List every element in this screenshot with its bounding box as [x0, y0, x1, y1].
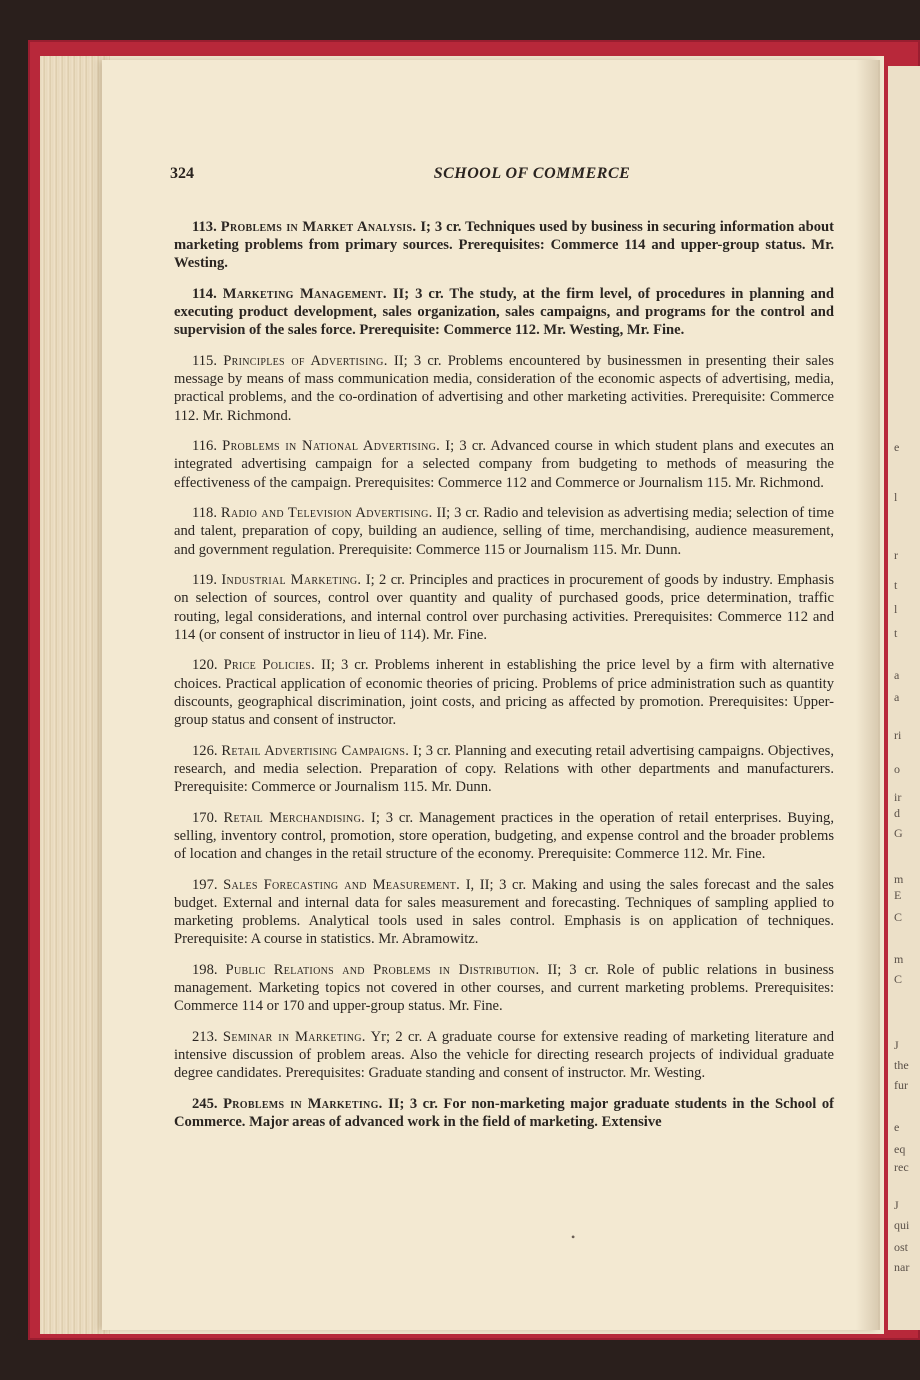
course-title: Sales Forecasting and Measurement.	[223, 876, 461, 893]
course-title: Problems in National Advertising.	[222, 438, 441, 455]
course-entry	[174, 742, 834, 797]
course-title: Retail Merchandising.	[223, 809, 366, 826]
course-entry	[174, 437, 834, 492]
course-entry	[174, 656, 834, 729]
next-page-fragment: E	[894, 888, 902, 902]
next-page-fragment: C	[894, 910, 903, 924]
course-entry	[174, 961, 834, 1016]
next-page-fragment: o	[894, 762, 900, 776]
course-number: 116.	[192, 438, 217, 455]
course-description: Yr; 2 cr. A graduate course for extensive reading of marketing literature and intensive discussion of problem areas. Also the vehicle for directing research projects of individual graduate degree candidates. Prerequisites: Graduate standing and consent of instructor. Mr. Westing.	[174, 1028, 835, 1082]
next-page-fragment: a	[894, 690, 900, 704]
next-page-fragment: a	[894, 668, 900, 682]
course-title: Principles of Advertising.	[223, 353, 388, 369]
course-entry	[174, 1095, 834, 1131]
next-page-fragment: G	[894, 826, 903, 840]
course-list	[174, 218, 834, 1144]
next-page-fragment: e	[894, 440, 900, 454]
course-entry	[174, 285, 834, 340]
course-number: 120.	[192, 657, 218, 674]
course-description: II; 3 cr. The study, at the firm level, of procedures in planning and executing product development, sales organization, sales campaigns, and programs for the control and supervision of the sales force. Prerequisite: Commerce 112. Mr. Westing, Mr. Fine.	[174, 286, 835, 339]
course-entry	[174, 352, 834, 425]
next-page-fragment: qui	[894, 1218, 910, 1232]
next-page-fragment: fur	[894, 1078, 908, 1092]
course-entry	[174, 1028, 834, 1083]
next-page-fragment: t	[894, 626, 898, 640]
course-title: Seminar in Marketing.	[222, 1028, 366, 1045]
course-number: 170.	[192, 809, 218, 826]
next-page-fragment: C	[894, 972, 903, 986]
next-page-fragment: e	[894, 1120, 900, 1134]
next-page-fragment: J	[894, 1038, 899, 1052]
next-page-fragment: eq	[894, 1142, 906, 1156]
next-page-fragment: m	[894, 952, 904, 966]
course-description: I; 3 cr. Management practices in the operation of retail enterprises. Buying, selling, inventory control, promotion, store operation, budgeting, and expense control and the broader problems of location and changes in the retail structure of the economy. Prerequisite: Commerce 112. Mr. Fine.	[174, 809, 834, 863]
next-page-fragment: t	[894, 578, 898, 592]
course-number: 198.	[192, 961, 218, 978]
course-description: II; 3 cr. Problems encountered by businessmen in presenting their sales message by means of mass communication media, consideration of the economic aspects of advertising, media, practical problems, and the co-ordination of advertising and other marketing activities. Prerequisite: Commerce 112. Mr. Richmond.	[174, 353, 834, 424]
course-entry	[174, 571, 834, 644]
course-entry	[174, 504, 834, 559]
course-description: II; 3 cr. Problems inherent in establishing the price level by a firm with alternative choices. Practical application of economic theories of pricing. Problems of price administration such as quantity discounts, geographical discrimination, joint costs, and pricing as affected by promotion. Prerequisites: Upper-group status and consent of instructor.	[174, 657, 835, 729]
course-description: I; 3 cr. Planning and executing retail advertising campaigns. Objectives, research, and media selection. Preparation of copy. Relations with other departments and manufacturers. Prerequisite: Commerce or Journalism 115. Mr. Dunn.	[174, 742, 834, 796]
next-page-fragment: l	[894, 490, 898, 504]
course-description: I; 3 cr. Techniques used by business in securing information about marketing problems from primary sources. Prerequisites: Commerce 114 and upper-group status. Mr. Westing.	[174, 219, 834, 272]
next-page-fragment: the	[894, 1058, 909, 1072]
course-number: 126.	[192, 742, 218, 759]
next-page-fragment: ost	[894, 1240, 909, 1254]
course-description: I; 2 cr. Principles and practices in procurement of goods by industry. Emphasis on selection of sources, control over quantity and quality of purchased goods, price determination, traffic routing, legal considerations, and internal control over purchasing activities. Prerequisites: Commerce 112 and 114 (or consent of instructor in lieu of 114). Mr. Fine.	[174, 572, 834, 643]
course-title: Marketing Management.	[222, 286, 387, 302]
course-title: Industrial Marketing.	[221, 572, 362, 589]
course-title: Radio and Television Advertising.	[220, 505, 433, 522]
course-title: Price Policies.	[223, 657, 316, 674]
course-number: 119.	[192, 572, 217, 589]
course-description: I, II; 3 cr. Making and using the sales forecast and the sales budget. External and internal data for sales measurement and forecasting. Techniques of sampling applied to marketing problems. Analytical tools used in sales control. Emphasis is on application of techniques. Prerequisite: A course in statistics. Mr. Abramowitz.	[174, 876, 834, 948]
course-number: 115.	[192, 353, 217, 369]
course-number: 197.	[192, 876, 218, 893]
next-page-fragment: ri	[894, 728, 902, 742]
next-page-fragment: r	[894, 548, 898, 562]
next-page-sliver	[888, 66, 920, 1330]
course-entry	[174, 876, 834, 949]
running-head: SCHOOL OF COMMERCE	[433, 165, 631, 182]
course-description: II; 3 cr. Radio and television as advertising media; selection of time and talent, preparation of copy, building an audience, selling of time, merchandising, audience measurement, and government regulation. Prerequisite: Commerce 115 or Journalism 115. Mr. Dunn.	[174, 505, 834, 558]
next-page-fragment: m	[894, 872, 904, 886]
course-number: 114.	[192, 286, 217, 302]
course-entry	[174, 218, 834, 273]
course-title: Problems in Marketing.	[223, 1095, 383, 1112]
course-description: II; 3 cr. For non-marketing major graduate students in the School of Commerce. Major areas of advanced work in the field of marketing. Extensive	[174, 1095, 834, 1131]
gutter-shadow	[856, 60, 880, 1330]
course-entry	[174, 809, 834, 864]
next-page-fragment: ir	[894, 790, 902, 804]
course-number: 245.	[192, 1095, 218, 1112]
course-number: 118.	[192, 505, 217, 522]
next-page-fragment: rec	[894, 1160, 909, 1174]
course-description: II; 3 cr. Role of public relations in business management. Marketing topics not covered in other courses, and current marketing problems. Prerequisites: Commerce 114 or 170 and upper-group status. Mr. Fine.	[174, 961, 834, 1015]
course-title: Public Relations and Problems in Distribution.	[225, 961, 540, 978]
course-title: Retail Advertising Campaigns.	[221, 742, 410, 759]
page-edges	[40, 56, 110, 1334]
course-title: Problems in Market Analysis.	[220, 219, 417, 235]
page-number: 324	[170, 165, 194, 182]
page-header	[170, 160, 830, 190]
course-description: I; 3 cr. Advanced course in which student plans and executes an integrated advertising campaign for a selected company from budgeting to methods of measuring the effectiveness of the campaign. Prerequisites: Commerce 112 and Commerce or Journalism 115. Mr. Richmond.	[174, 438, 834, 491]
ink-speck: •	[571, 1230, 576, 1244]
next-page-fragment: d	[894, 806, 900, 820]
next-page-fragment: l	[894, 602, 898, 616]
next-page-fragment: J	[894, 1198, 899, 1212]
course-number: 113.	[192, 219, 217, 235]
next-page-fragment: nar	[894, 1260, 910, 1274]
course-number: 213.	[192, 1028, 218, 1045]
